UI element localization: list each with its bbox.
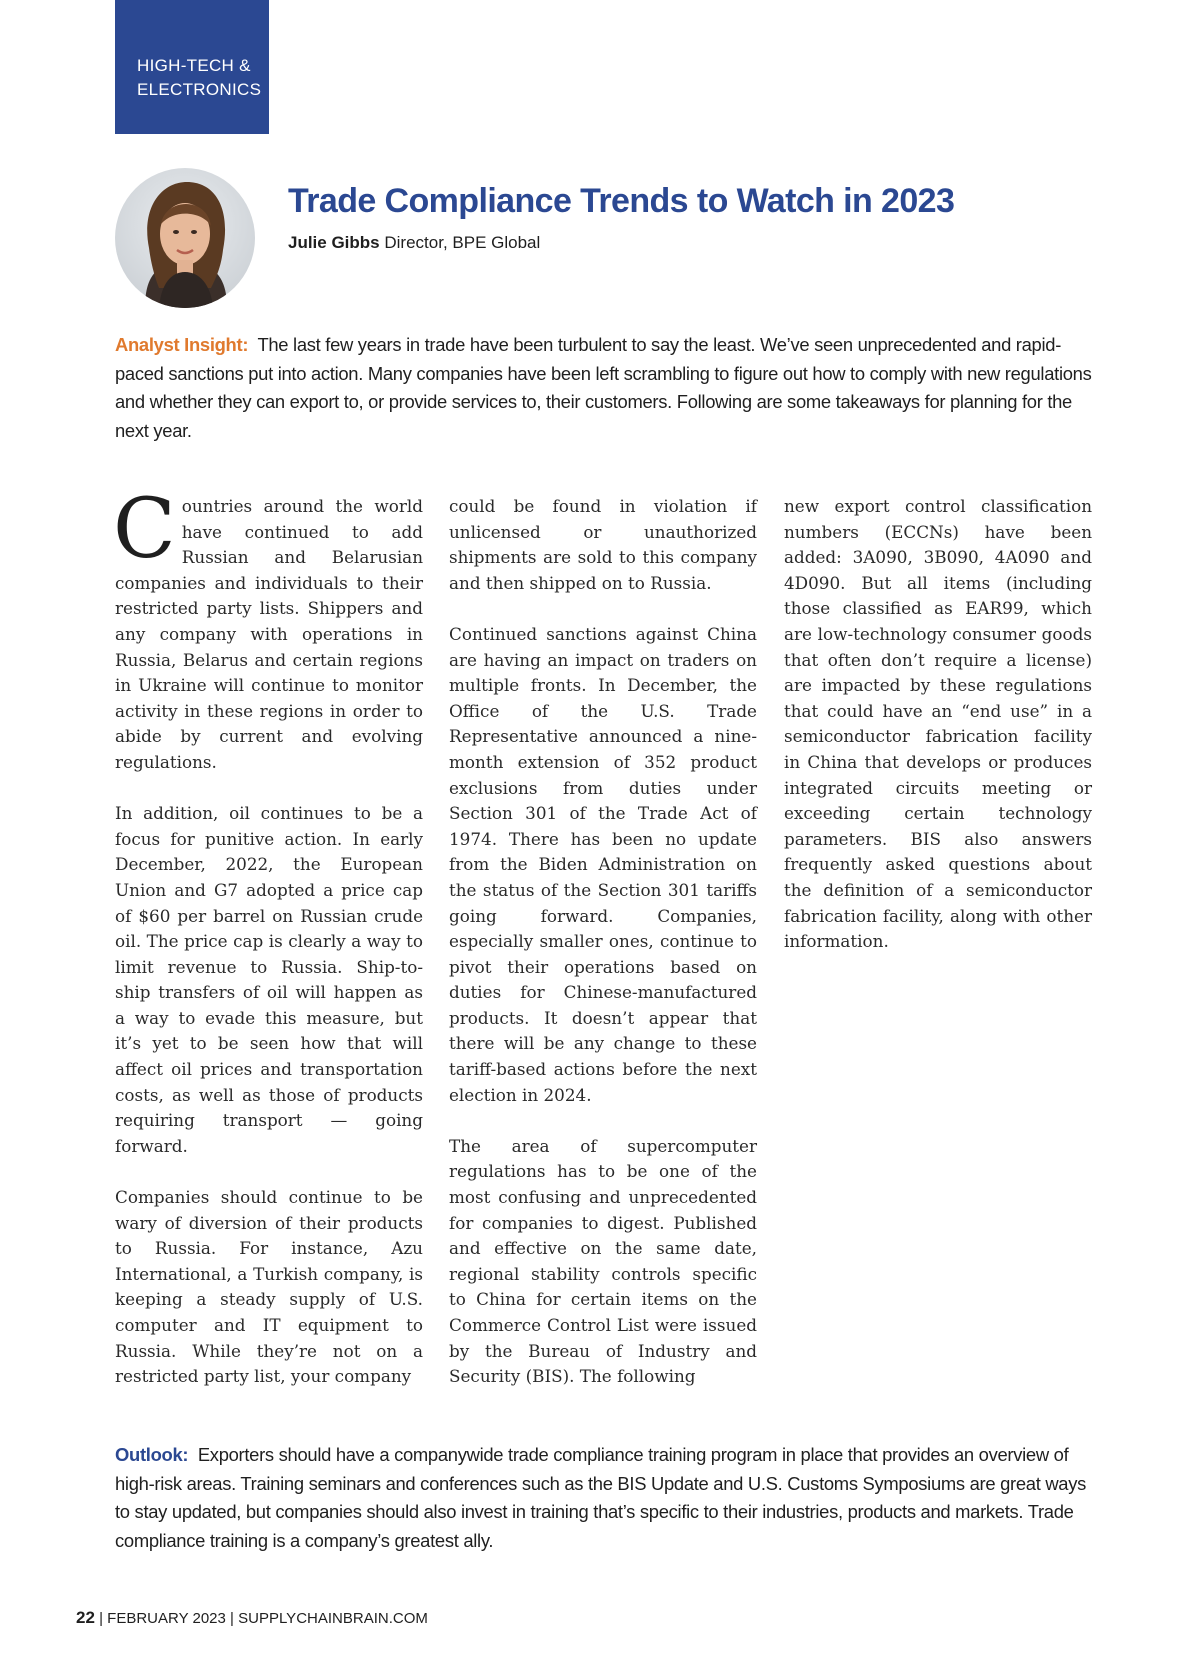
page-footer xyxy=(76,1608,428,1628)
paragraph: Continued sanctions against China are having an impact on traders on multiple fronts. In December, the Office of the U.S. Trade Representative announced a nine-month extension of 352 product exclusions from duties under Section 301 of the Trade Act of 1974. There has been no update from the Biden Administration on the status of the Section 301 tariffs going forward. Companies, especially smaller ones, continue to pivot their operations based on duties for Chinese-manufactured products. It doesn’t appear that there will be any change to these tariff-based actions before the next election in 2024. xyxy=(449,623,757,1105)
analyst-insight-text: The last few years in trade have been turbulent to say the least. We’ve seen unprecedented and rapid-paced sanctions put into action. Many companies have been left scrambling to figure out how to comply with new regulations and whether they can export to, or provide services to, their customers. Following are some takeaways for planning for the next year. xyxy=(115,334,1092,441)
section-tag-line2: ELECTRONICS xyxy=(137,80,262,99)
footer-separator: | xyxy=(99,1610,103,1627)
byline xyxy=(288,233,540,253)
article-column-3 xyxy=(784,494,1092,980)
outlook-text: Exporters should have a companywide trade compliance training program in place that provides an overview of high-risk areas. Training seminars and conferences such as the BIS Update and U.S. Customs Symposiums are great ways to stay updated, but companies should also invest in training that’s specific to their industries, products and markets. Trade compliance training is a company’s greatest ally. xyxy=(115,1444,1087,1551)
issue-date: FEBRUARY 2023 xyxy=(107,1610,226,1627)
analyst-insight xyxy=(115,331,1095,445)
author-photo xyxy=(115,168,255,308)
author-name: Julie Gibbs xyxy=(288,233,380,252)
footer-separator: | xyxy=(230,1610,234,1627)
paragraph: could be found in violation if unlicensed or unauthorized shipments are sold to this company and then shipped on to Russia. xyxy=(449,496,757,593)
paragraph xyxy=(113,482,423,776)
outlook-label: Outlook: xyxy=(115,1444,189,1465)
paragraph-text: ountries around the world have continued to add Russian and Belarusian companies and individuals to their restricted party lists. Shippers and any company with operations in Russia, Belarus and certain regions in Ukraine will continue to monitor activity in these regions in order to abide by current and evolving regulations. xyxy=(115,496,423,772)
article-column-2 xyxy=(449,494,757,1415)
section-tag xyxy=(115,0,269,134)
paragraph: Companies should continue to be wary of diversion of their products to Russia. For instance, Azu International, a Turkish company, is keeping a steady supply of U.S. computer and IT equipment to Russia. While they’re not on a restricted party list, your company xyxy=(115,1187,423,1387)
article-column-1 xyxy=(113,482,423,1415)
section-tag-line1: HIGH-TECH & xyxy=(137,56,251,75)
page-number: 22 xyxy=(76,1608,95,1627)
paragraph: new export control classification numbers (ECCNs) have been added: 3A090, 3B090, 4A090 and 4D090. But all items (including those classified as EAR99, which are low-technology consumer goods that often don’t require a license) are impacted by these regulations that could have an “end use” in a semiconductor fabrication facility in China that develops or produces integrated circuits meeting or exceeding certain technology parameters. BIS also answers frequently asked questions about the definition of a semiconductor fabrication facility, along with other information. xyxy=(784,496,1092,952)
author-role: Director, BPE Global xyxy=(384,233,541,252)
paragraph: In addition, oil continues to be a focus for punitive action. In early December, 2022, the European Union and G7 adopted a price cap of $60 per barrel on Russian crude oil. The price cap is clearly a way to limit revenue to Russia. Ship-to-ship transfers of oil will happen as a way to evade this measure, but it’s yet to be seen how that will affect oil prices and transportation costs, as well as those of products requiring transport — going forward. xyxy=(115,803,423,1156)
site-link[interactable]: SUPPLYCHAINBRAIN.COM xyxy=(238,1610,428,1627)
outlook xyxy=(115,1441,1095,1555)
paragraph: The area of supercomputer regulations has to be one of the most confusing and unprecedented for companies to digest. Published and effective on the same date, regional stability controls specific to China for certain items on the Commerce Control List were issued by the Bureau of Industry and Security (BIS). The following xyxy=(449,1135,757,1387)
analyst-insight-label: Analyst Insight: xyxy=(115,334,249,355)
article-title: Trade Compliance Trends to Watch in 2023 xyxy=(288,182,955,220)
drop-cap: C xyxy=(113,482,176,577)
